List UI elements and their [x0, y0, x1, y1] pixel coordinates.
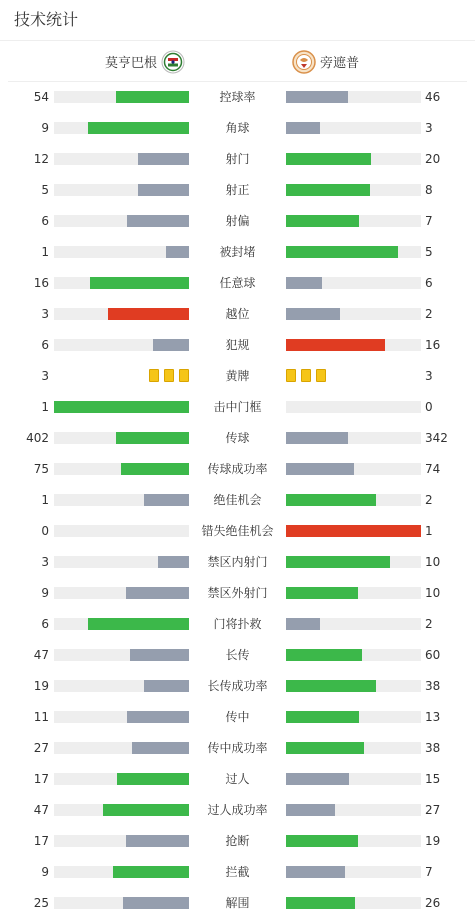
- home-stat-bar: [127, 215, 189, 227]
- home-stat-value: 402: [26, 431, 49, 445]
- stat-row: [0, 113, 475, 144]
- home-stat-value: 6: [41, 338, 49, 352]
- home-stat-value: 5: [41, 183, 49, 197]
- away-stat-bar: [286, 91, 348, 103]
- home-stat-bar-track: [54, 649, 189, 661]
- away-stat-bar: [286, 618, 320, 630]
- home-team[interactable]: [105, 41, 185, 82]
- away-stat-value: 2: [425, 617, 433, 631]
- away-stat-bar: [286, 680, 376, 692]
- stat-row: [0, 361, 475, 392]
- home-stat-value: 0: [41, 524, 49, 538]
- stat-row: [0, 299, 475, 330]
- stat-row: [0, 671, 475, 702]
- stat-row: [0, 578, 475, 609]
- away-stat-value: 13: [425, 710, 441, 724]
- stat-label: 传中成功率: [207, 741, 268, 755]
- stat-row: [0, 733, 475, 764]
- stat-row: [0, 547, 475, 578]
- away-stat-bar-track: [286, 649, 421, 661]
- away-stat-value: 7: [425, 865, 433, 879]
- home-stat-bar-track: [54, 494, 189, 506]
- stat-row: [0, 392, 475, 423]
- page-header: [0, 0, 475, 41]
- home-stat-bar-track: [54, 680, 189, 692]
- away-stat-bar-track: [286, 246, 421, 258]
- home-stat-bar: [127, 711, 189, 723]
- away-team-logo-icon: [292, 50, 316, 74]
- stat-row: [0, 857, 475, 888]
- stat-label: 禁区外射门: [207, 586, 268, 600]
- away-stat-value: 0: [425, 400, 433, 414]
- home-stat-bar: [132, 742, 189, 754]
- home-stat-bar: [144, 494, 189, 506]
- away-stat-value: 38: [425, 679, 441, 693]
- away-team[interactable]: [292, 41, 359, 82]
- home-stat-bar-track: [54, 711, 189, 723]
- home-stat-value: 17: [33, 834, 49, 848]
- home-stat-value: 3: [41, 369, 49, 383]
- home-stat-bar: [54, 401, 189, 413]
- away-stat-bar-track: [286, 556, 421, 568]
- home-stat-value: 9: [41, 865, 49, 879]
- home-team-name: 莫亨巴根: [104, 56, 157, 71]
- home-stat-value: 16: [33, 276, 49, 290]
- home-stat-bar: [130, 649, 189, 661]
- away-stat-bar: [286, 587, 358, 599]
- home-stat-bar: [126, 587, 189, 599]
- home-stat-value: 75: [33, 462, 49, 476]
- home-stat-value: 12: [33, 152, 49, 166]
- away-stat-bar-track: [286, 122, 421, 134]
- home-stat-value: 47: [33, 648, 49, 662]
- home-stat-bar-track: [54, 742, 189, 754]
- home-stat-bar: [158, 556, 189, 568]
- stat-label: 抢断: [225, 834, 250, 848]
- away-stat-bar-track: [286, 215, 421, 227]
- stat-label: 门将扑救: [213, 617, 262, 631]
- stat-row: [0, 764, 475, 795]
- stat-label: 被封堵: [219, 245, 256, 259]
- away-stat-bar: [286, 804, 335, 816]
- away-stat-value: 74: [425, 462, 441, 476]
- home-stat-value: 27: [33, 741, 49, 755]
- teams-header: [8, 41, 467, 82]
- away-stat-value: 1: [425, 524, 433, 538]
- stat-label: 解围: [225, 896, 250, 910]
- home-stat-bar: [126, 835, 189, 847]
- away-stat-bar: [286, 835, 358, 847]
- away-stat-bar: [286, 742, 364, 754]
- home-stat-bar: [117, 773, 189, 785]
- home-stat-bar: [90, 277, 189, 289]
- away-stat-value: 6: [425, 276, 433, 290]
- away-stat-value: 342: [425, 431, 448, 445]
- stat-label: 错失绝佳机会: [201, 524, 274, 538]
- stat-label: 角球: [225, 121, 250, 135]
- away-stat-bar-track: [286, 91, 421, 103]
- yellow-card-icon: [179, 369, 189, 382]
- home-stat-bar: [103, 804, 189, 816]
- home-stat-bar: [116, 91, 189, 103]
- stat-label: 长传成功率: [207, 679, 268, 693]
- away-stat-bar-track: [286, 773, 421, 785]
- home-stat-value: 6: [41, 214, 49, 228]
- away-stat-bar-track: [286, 463, 421, 475]
- away-stat-bar-track: [286, 680, 421, 692]
- away-stat-bar: [286, 649, 362, 661]
- away-stat-bar-track: [286, 339, 421, 351]
- stat-row: [0, 609, 475, 640]
- stat-row: [0, 888, 475, 919]
- away-team-name: 旁遮普: [320, 56, 360, 71]
- away-stat-value: 38: [425, 741, 441, 755]
- home-stat-value: 17: [33, 772, 49, 786]
- stat-row: [0, 175, 475, 206]
- away-stat-bar-track: [286, 866, 421, 878]
- home-stat-bar-track: [54, 122, 189, 134]
- home-stat-bar-track: [54, 401, 189, 413]
- away-stat-bar-track: [286, 432, 421, 444]
- away-stat-bar: [286, 184, 370, 196]
- stat-label: 越位: [225, 307, 250, 321]
- stat-row: [0, 826, 475, 857]
- stat-row: [0, 516, 475, 547]
- home-stat-bar-track: [54, 804, 189, 816]
- away-stat-bar: [286, 463, 354, 475]
- away-stat-bar-track: [286, 835, 421, 847]
- home-stat-value: 3: [41, 307, 49, 321]
- home-stat-bar: [123, 897, 189, 909]
- away-stat-value: 3: [425, 121, 433, 135]
- away-yellow-cards: [286, 369, 326, 383]
- away-stat-value: 60: [425, 648, 441, 662]
- stat-row: [0, 423, 475, 454]
- home-stat-bar-track: [54, 432, 189, 444]
- home-stat-value: 6: [41, 617, 49, 631]
- away-stat-value: 2: [425, 307, 433, 321]
- away-stat-value: 10: [425, 555, 441, 569]
- stat-label: 犯规: [225, 338, 250, 352]
- stat-label: 射偏: [225, 214, 250, 228]
- away-stat-bar: [286, 339, 385, 351]
- away-stat-bar: [286, 711, 359, 723]
- home-stat-bar-track: [54, 277, 189, 289]
- home-stat-bar-track: [54, 618, 189, 630]
- stat-label: 传中: [225, 710, 250, 724]
- stat-row: [0, 237, 475, 268]
- yellow-card-icon: [316, 369, 326, 382]
- stat-label: 黄牌: [225, 369, 250, 383]
- away-stat-value: 26: [425, 896, 441, 910]
- away-stat-bar: [286, 866, 345, 878]
- stat-label: 过人: [225, 772, 250, 786]
- away-stat-bar-track: [286, 742, 421, 754]
- home-stat-bar: [113, 866, 189, 878]
- home-stat-bar: [166, 246, 189, 258]
- away-stat-bar: [286, 773, 349, 785]
- away-stat-bar-track: [286, 184, 421, 196]
- away-stat-value: 19: [425, 834, 441, 848]
- yellow-card-icon: [286, 369, 296, 382]
- home-stat-value: 19: [33, 679, 49, 693]
- away-stat-bar-track: [286, 525, 421, 537]
- away-stat-value: 46: [425, 90, 441, 104]
- stat-row: [0, 640, 475, 671]
- yellow-card-icon: [301, 369, 311, 382]
- away-stat-bar-track: [286, 804, 421, 816]
- stat-label: 禁区内射门: [207, 555, 268, 569]
- stat-row: [0, 82, 475, 113]
- home-stat-bar: [88, 122, 189, 134]
- stat-row: [0, 144, 475, 175]
- home-stat-bar-track: [54, 184, 189, 196]
- away-stat-value: 7: [425, 214, 433, 228]
- away-stat-bar: [286, 525, 421, 537]
- away-stat-bar: [286, 897, 355, 909]
- stat-label: 控球率: [219, 90, 256, 104]
- away-stat-bar-track: [286, 618, 421, 630]
- away-stat-bar: [286, 432, 348, 444]
- stat-label: 射门: [225, 152, 250, 166]
- home-stat-bar-track: [54, 556, 189, 568]
- home-stat-bar: [116, 432, 189, 444]
- stat-label: 长传: [225, 648, 250, 662]
- home-stat-bar: [108, 308, 189, 320]
- home-stat-bar-track: [54, 246, 189, 258]
- stat-label: 过人成功率: [207, 803, 268, 817]
- home-team-logo-icon: [161, 50, 185, 74]
- home-stat-bar-track: [54, 773, 189, 785]
- home-stat-bar-track: [54, 153, 189, 165]
- stat-row: [0, 454, 475, 485]
- away-stat-bar: [286, 308, 340, 320]
- home-stat-bar-track: [54, 308, 189, 320]
- away-stat-value: 3: [425, 369, 433, 383]
- stat-label: 任意球: [219, 276, 256, 290]
- home-stat-value: 1: [41, 245, 49, 259]
- home-stat-value: 1: [41, 493, 49, 507]
- home-stat-value: 9: [41, 586, 49, 600]
- stat-label: 绝佳机会: [213, 493, 262, 507]
- home-stat-bar-track: [54, 587, 189, 599]
- home-stat-value: 11: [33, 710, 49, 724]
- stat-row: [0, 485, 475, 516]
- away-stat-bar: [286, 215, 359, 227]
- home-stat-value: 9: [41, 121, 49, 135]
- stat-label: 传球成功率: [207, 462, 268, 476]
- home-stat-value: 3: [41, 555, 49, 569]
- stat-row: [0, 330, 475, 361]
- home-stat-bar-track: [54, 463, 189, 475]
- away-stat-bar-track: [286, 401, 421, 413]
- home-stat-bar-track: [54, 897, 189, 909]
- home-stat-bar: [121, 463, 189, 475]
- away-stat-bar-track: [286, 153, 421, 165]
- away-stat-value: 15: [425, 772, 441, 786]
- home-stat-bar-track: [54, 91, 189, 103]
- home-stat-bar: [88, 618, 189, 630]
- away-stat-bar-track: [286, 587, 421, 599]
- stat-row: [0, 795, 475, 826]
- home-stat-bar-track: [54, 866, 189, 878]
- away-stat-bar-track: [286, 494, 421, 506]
- away-stat-bar: [286, 494, 376, 506]
- home-stat-bar: [153, 339, 189, 351]
- away-stat-bar: [286, 153, 371, 165]
- home-stat-value: 54: [33, 90, 49, 104]
- stat-row: [0, 206, 475, 237]
- away-stat-value: 27: [425, 803, 441, 817]
- stat-label: 射正: [225, 183, 250, 197]
- away-stat-value: 20: [425, 152, 441, 166]
- stat-label: 传球: [225, 431, 250, 445]
- home-stat-bar-track: [54, 215, 189, 227]
- away-stat-value: 5: [425, 245, 433, 259]
- away-stat-bar: [286, 277, 322, 289]
- yellow-card-icon: [149, 369, 159, 382]
- away-stat-bar: [286, 246, 398, 258]
- away-stat-bar-track: [286, 308, 421, 320]
- yellow-card-icon: [164, 369, 174, 382]
- home-yellow-cards: [149, 369, 189, 383]
- stat-label: 击中门框: [213, 400, 262, 414]
- home-stat-bar: [144, 680, 189, 692]
- away-stat-value: 2: [425, 493, 433, 507]
- home-stat-value: 47: [33, 803, 49, 817]
- stat-row: [0, 268, 475, 299]
- home-stat-bar-track: [54, 525, 189, 537]
- home-stat-bar: [138, 184, 189, 196]
- home-stat-value: 1: [41, 400, 49, 414]
- away-stat-value: 16: [425, 338, 441, 352]
- away-stat-bar-track: [286, 897, 421, 909]
- home-stat-bar: [138, 153, 189, 165]
- stat-row: [0, 702, 475, 733]
- away-stat-bar-track: [286, 711, 421, 723]
- away-stat-value: 8: [425, 183, 433, 197]
- away-stat-bar-track: [286, 277, 421, 289]
- home-stat-value: 25: [33, 896, 49, 910]
- home-stat-bar-track: [54, 835, 189, 847]
- away-stat-bar: [286, 122, 320, 134]
- page-title: 技术统计: [14, 10, 79, 29]
- away-stat-value: 10: [425, 586, 441, 600]
- home-stat-bar-track: [54, 339, 189, 351]
- away-stat-bar: [286, 556, 390, 568]
- stat-label: 拦截: [225, 865, 250, 879]
